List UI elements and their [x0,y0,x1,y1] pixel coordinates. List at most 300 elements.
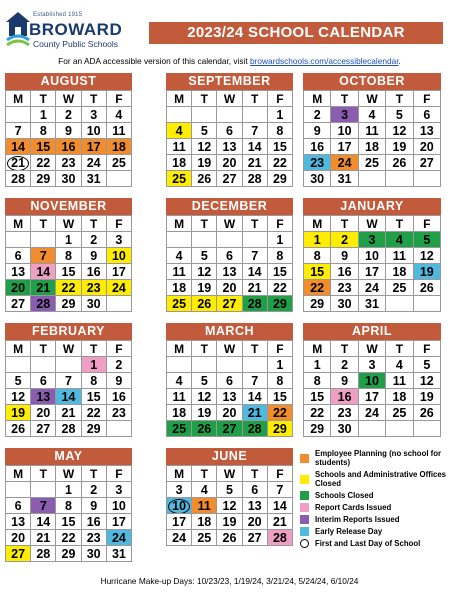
weekday-header: M [167,91,192,107]
day-cell: 26 [6,421,31,437]
day-cell: 5 [414,357,441,373]
day-cell: 12 [192,389,217,405]
day-cell: 10 [359,248,386,264]
month-february [5,323,132,437]
day-cell: 22 [268,405,293,421]
day-cell: 19 [192,405,217,421]
weekday-header: F [414,216,441,232]
day-cell: 4 [192,482,217,498]
day-cell: 14 [243,389,268,405]
weekday-header: W [359,341,386,357]
day-cell: 27 [414,155,441,171]
day-cell: 5 [192,248,217,264]
day-cell: 28 [243,171,268,187]
day-cell: 16 [82,514,107,530]
day-cell: 2 [331,232,358,248]
day-cell: 29 [31,171,56,187]
month-march [166,323,293,437]
weekday-header: T [192,216,217,232]
day-cell: 11 [167,139,192,155]
weekday-header: W [359,216,386,232]
day-cell: 1 [304,232,331,248]
day-cell: 26 [217,530,242,546]
day-cell: 4 [359,107,386,123]
weekday-header: T [82,216,107,232]
month-october [303,73,441,187]
day-cell: 23 [56,155,81,171]
day-cell: 21 [243,280,268,296]
weekday-header: M [6,466,31,482]
day-cell: 7 [56,373,81,389]
empty-cell [243,107,268,123]
day-cell: 10 [107,498,132,514]
weekday-header: T [31,91,56,107]
legend-label: Employee Planning (no school for students) [315,449,442,467]
month-january [303,198,441,312]
weekday-header: T [82,91,107,107]
month-grid [166,90,293,187]
day-cell: 25 [167,296,192,312]
month-grid [5,215,132,312]
day-cell: 25 [167,421,192,437]
day-cell: 2 [304,107,331,123]
empty-cell [217,107,242,123]
weekday-header: T [331,216,358,232]
day-cell: 3 [359,232,386,248]
day-cell: 2 [331,357,358,373]
day-cell: 10 [107,248,132,264]
day-cell: 22 [304,405,331,421]
month-june [166,448,293,546]
legend-label: Early Release Day [315,527,383,536]
day-cell: 17 [331,139,358,155]
month-december [166,198,293,312]
day-cell: 8 [268,373,293,389]
day-cell: 24 [167,530,192,546]
month-grid [166,465,293,546]
school-house-icon [5,10,31,50]
day-cell: 24 [359,280,386,296]
day-cell: 23 [107,405,132,421]
day-cell: 17 [359,264,386,280]
day-cell: 4 [167,123,192,139]
day-cell: 27 [217,296,242,312]
empty-cell [167,232,192,248]
day-cell: 9 [82,248,107,264]
day-cell: 1 [56,232,81,248]
empty-cell [386,171,413,187]
day-cell: 15 [56,514,81,530]
empty-cell [167,107,192,123]
weekday-header: W [217,216,242,232]
empty-cell [243,357,268,373]
day-cell: 12 [217,498,242,514]
day-cell: 22 [31,155,56,171]
day-cell: 16 [56,139,81,155]
day-cell: 15 [304,264,331,280]
day-cell: 16 [304,139,331,155]
month-title: SEPTEMBER [166,73,293,90]
day-cell: 30 [331,296,358,312]
day-cell: 27 [217,171,242,187]
day-cell: 20 [6,280,31,296]
day-cell: 1 [268,232,293,248]
day-cell: 6 [31,373,56,389]
month-grid [166,215,293,312]
day-cell: 19 [414,264,441,280]
day-cell: 8 [268,248,293,264]
day-cell: 14 [268,498,293,514]
empty-cell [56,357,81,373]
day-cell: 21 [243,155,268,171]
month-title: JANUARY [303,198,441,215]
day-cell: 10 [167,498,192,514]
day-cell: 13 [217,139,242,155]
day-cell: 7 [6,123,31,139]
day-cell: 3 [107,232,132,248]
day-cell: 25 [386,405,413,421]
month-grid [5,90,132,187]
day-cell: 8 [268,123,293,139]
day-cell: 20 [217,280,242,296]
day-cell: 12 [192,264,217,280]
day-cell: 29 [56,546,81,562]
day-cell: 15 [82,389,107,405]
weekday-header: M [6,216,31,232]
month-april [303,323,441,437]
day-cell: 5 [414,232,441,248]
weekday-header: T [192,466,217,482]
day-cell: 4 [167,248,192,264]
day-cell: 24 [82,155,107,171]
day-cell: 30 [331,421,358,437]
weekday-header: M [6,341,31,357]
legend-item [300,515,450,524]
day-cell: 11 [386,248,413,264]
day-cell: 28 [31,296,56,312]
day-cell: 14 [31,264,56,280]
weekday-header: T [243,91,268,107]
legend-swatch [300,475,309,484]
day-cell: 24 [359,405,386,421]
day-cell: 11 [359,123,386,139]
day-cell: 13 [6,264,31,280]
day-cell: 13 [217,389,242,405]
month-title: NOVEMBER [5,198,132,215]
weekday-header: T [243,341,268,357]
day-cell: 12 [414,248,441,264]
legend-swatch [300,491,309,500]
day-cell: 29 [82,421,107,437]
weekday-header: M [167,216,192,232]
day-cell: 23 [82,280,107,296]
ada-prefix: For an ADA accessible version of this calendar, visit [58,56,251,66]
day-cell: 9 [331,248,358,264]
day-cell: 15 [268,264,293,280]
weekday-header: T [386,91,413,107]
weekday-header: F [107,91,132,107]
month-title: MAY [5,448,132,465]
day-cell: 30 [82,546,107,562]
month-title: FEBRUARY [5,323,132,340]
day-cell: 22 [304,280,331,296]
weekday-header: T [31,216,56,232]
weekday-header: F [107,466,132,482]
weekday-header: T [31,466,56,482]
month-grid [303,340,441,437]
day-cell: 27 [217,421,242,437]
weekday-header: W [359,91,386,107]
empty-cell [414,296,441,312]
day-cell: 30 [304,171,331,187]
day-cell: 25 [167,171,192,187]
weekday-header: T [243,216,268,232]
weekday-header: W [56,466,81,482]
day-cell: 1 [268,357,293,373]
weekday-header: W [217,466,242,482]
legend-label: Schools Closed [315,491,374,500]
day-cell: 26 [192,296,217,312]
day-cell: 3 [107,482,132,498]
month-title: DECEMBER [166,198,293,215]
month-grid [166,340,293,437]
day-cell: 16 [82,264,107,280]
day-cell: 31 [359,296,386,312]
weekday-header: T [192,341,217,357]
day-cell: 31 [331,171,358,187]
day-cell: 2 [107,357,132,373]
day-cell: 4 [107,107,132,123]
day-cell: 9 [107,373,132,389]
empty-cell [386,421,413,437]
weekday-header: T [82,466,107,482]
day-cell: 15 [268,139,293,155]
day-cell: 1 [31,107,56,123]
day-cell: 22 [56,280,81,296]
legend-item [300,470,450,488]
day-cell: 10 [331,123,358,139]
day-cell: 13 [243,498,268,514]
day-cell: 25 [107,155,132,171]
day-cell: 28 [6,171,31,187]
day-cell: 1 [56,482,81,498]
empty-cell [107,171,132,187]
day-cell: 27 [243,530,268,546]
month-september [166,73,293,187]
day-cell: 28 [56,421,81,437]
day-cell: 10 [359,373,386,389]
empty-cell [31,232,56,248]
weekday-header: F [414,91,441,107]
month-november [5,198,132,312]
day-cell: 29 [56,296,81,312]
legend-swatch [300,539,309,548]
day-cell: 27 [31,421,56,437]
legend-item [300,539,450,548]
hurricane-makeup-days: Hurricane Make-up Days: 10/23/23, 1/19/24, 3/21/24, 5/24/24, 6/10/24 [100,576,359,586]
logo-established: Established 1915 [33,12,83,18]
day-cell: 14 [56,389,81,405]
day-cell: 23 [82,530,107,546]
day-cell: 1 [82,357,107,373]
day-cell: 16 [331,264,358,280]
weekday-header: M [304,216,331,232]
day-cell: 5 [386,107,413,123]
day-cell: 27 [6,296,31,312]
district-logo [3,8,128,58]
weekday-header: M [167,341,192,357]
day-cell: 5 [192,123,217,139]
weekday-header: F [268,216,293,232]
weekday-header: W [56,341,81,357]
legend-item [300,527,450,536]
day-cell: 14 [31,514,56,530]
weekday-header: F [414,341,441,357]
day-cell: 20 [6,530,31,546]
empty-cell [386,296,413,312]
day-cell: 9 [56,123,81,139]
weekday-header: W [217,341,242,357]
day-cell: 6 [6,498,31,514]
month-may [5,448,132,562]
day-cell: 12 [386,123,413,139]
ada-notice [0,56,459,66]
day-cell: 16 [331,389,358,405]
day-cell: 5 [217,482,242,498]
day-cell: 8 [82,373,107,389]
day-cell: 30 [82,296,107,312]
day-cell: 10 [82,123,107,139]
day-cell: 21 [56,405,81,421]
day-cell: 4 [386,232,413,248]
day-cell: 13 [217,264,242,280]
day-cell: 11 [167,389,192,405]
empty-cell [107,421,132,437]
day-cell: 19 [217,514,242,530]
day-cell: 15 [31,139,56,155]
day-cell: 18 [192,514,217,530]
day-cell: 28 [243,296,268,312]
weekday-header: T [331,341,358,357]
day-cell: 6 [217,373,242,389]
empty-cell [192,107,217,123]
day-cell: 8 [31,123,56,139]
day-cell: 11 [107,123,132,139]
empty-cell [243,232,268,248]
weekday-header: M [6,91,31,107]
day-cell: 4 [386,357,413,373]
day-cell: 3 [167,482,192,498]
day-cell: 17 [107,514,132,530]
day-cell: 3 [82,107,107,123]
day-cell: 22 [56,530,81,546]
ada-link[interactable]: browardschools.com/accessiblecalendar [250,56,399,66]
day-cell: 18 [359,139,386,155]
day-cell: 26 [386,155,413,171]
day-cell: 8 [304,373,331,389]
weekday-header: T [82,341,107,357]
month-title: APRIL [303,323,441,340]
logo-district-name: BROWARD [29,20,123,39]
legend-label: Report Cards Issued [315,503,392,512]
day-cell: 13 [414,123,441,139]
day-cell: 28 [268,530,293,546]
day-cell: 6 [243,482,268,498]
day-cell: 29 [304,296,331,312]
day-cell: 19 [6,405,31,421]
day-cell: 29 [304,421,331,437]
day-cell: 20 [217,405,242,421]
month-grid [303,215,441,312]
empty-cell [414,171,441,187]
day-cell: 2 [82,232,107,248]
day-cell: 18 [167,280,192,296]
month-title: JUNE [166,448,293,465]
empty-cell [192,357,217,373]
weekday-header: W [56,91,81,107]
day-cell: 5 [6,373,31,389]
day-cell: 25 [359,155,386,171]
weekday-header: W [217,91,242,107]
day-cell: 14 [6,139,31,155]
day-cell: 8 [56,248,81,264]
legend-swatch [300,454,309,463]
legend-item [300,491,450,500]
day-cell: 11 [386,373,413,389]
day-cell: 22 [82,405,107,421]
day-cell: 2 [82,482,107,498]
day-cell: 2 [56,107,81,123]
day-cell: 21 [6,155,31,171]
legend-swatch [300,503,309,512]
weekday-header: F [268,466,293,482]
day-cell: 23 [331,280,358,296]
day-cell: 22 [268,280,293,296]
day-cell: 18 [386,264,413,280]
day-cell: 26 [192,421,217,437]
day-cell: 13 [6,514,31,530]
day-cell: 11 [167,264,192,280]
weekday-header: M [304,91,331,107]
day-cell: 7 [243,123,268,139]
day-cell: 14 [243,264,268,280]
weekday-header: F [268,91,293,107]
empty-cell [217,357,242,373]
day-cell: 28 [31,546,56,562]
day-cell: 30 [56,171,81,187]
day-cell: 6 [217,248,242,264]
day-cell: 14 [243,139,268,155]
legend-item [300,503,450,512]
weekday-header: M [304,341,331,357]
day-cell: 9 [82,498,107,514]
month-grid [303,90,441,187]
day-cell: 28 [243,421,268,437]
empty-cell [414,421,441,437]
day-cell: 22 [268,155,293,171]
empty-cell [31,357,56,373]
day-cell: 29 [268,296,293,312]
day-cell: 15 [268,389,293,405]
day-cell: 24 [107,530,132,546]
day-cell: 31 [82,171,107,187]
day-cell: 18 [386,389,413,405]
empty-cell [167,357,192,373]
day-cell: 27 [6,546,31,562]
day-cell: 7 [243,248,268,264]
day-cell: 7 [31,498,56,514]
empty-cell [6,357,31,373]
